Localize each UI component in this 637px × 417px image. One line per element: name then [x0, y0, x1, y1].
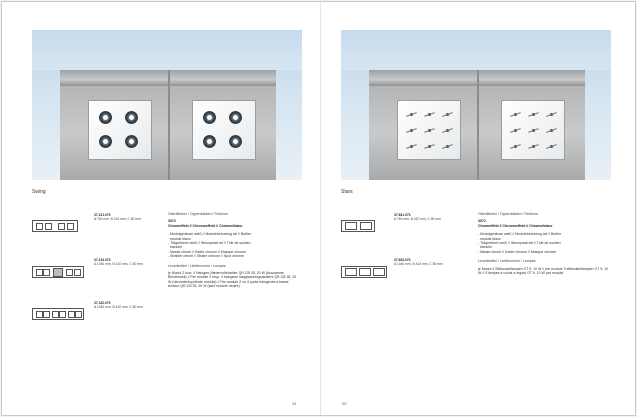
pin-lamp — [550, 113, 553, 116]
pin-lamp — [550, 145, 553, 148]
lamp-cell — [36, 311, 43, 318]
module-seam — [477, 70, 479, 180]
section-title: Swing — [32, 189, 46, 195]
feature-list — [168, 232, 298, 258]
product-code: 37.131.073 — [94, 213, 111, 217]
lamp-cell — [75, 311, 82, 318]
halogen-lamp — [125, 135, 138, 148]
product-code: 37.631.073 — [394, 213, 411, 217]
blind-module — [53, 268, 63, 277]
pin-lamp — [410, 145, 413, 148]
pin-panel-left — [397, 100, 461, 160]
surface-label: Oberflächen / Oppervlakken / Finitions: — [478, 212, 539, 216]
pin-lamp — [532, 113, 535, 116]
module-diagram — [341, 266, 387, 278]
halogen-lamp — [125, 111, 138, 124]
lamp-cell — [67, 223, 74, 230]
catalog-spread — [1, 1, 636, 416]
halogen-lamp — [203, 135, 216, 148]
product-photo-stars — [341, 30, 611, 180]
feature-item: - Maske chrom // Kader chroom // Masque chrome — [168, 249, 246, 254]
halogen-lamp — [203, 111, 216, 124]
lamp-cell — [36, 269, 43, 276]
pin-lamp — [446, 129, 449, 132]
spine-divider — [320, 2, 321, 415]
feature-item: blanche — [478, 245, 493, 250]
surface-value: Chromeffekt // Chroomeffekt // Chrome/blanc — [168, 223, 243, 228]
pin-lamp — [446, 113, 449, 116]
section-title: Stars — [341, 189, 353, 195]
lamp-cell — [45, 223, 52, 230]
pin-lamp — [532, 129, 535, 132]
lamp-label: Leuchtmittel / Lichtbronnen / Lampes: — [478, 259, 537, 264]
ceiling — [341, 30, 611, 70]
pin-lamp — [532, 145, 535, 148]
product-dims: A 1040 mm, B 410 mm, C 80 mm — [394, 262, 443, 266]
feature-list — [478, 232, 608, 254]
page-number: 34 — [292, 401, 297, 406]
lamp-label: Leuchtmittel / Lichtbronnen / Lampes: — [168, 263, 227, 268]
halogen-lamp — [229, 111, 242, 124]
lamp-text: je Modul 9 Stiftsockellampen GT 9, 10 W // per module 9 stiftsokkellampen GT 9, 10 W // 9 lampes à culots à ergots GT 9, 10 W par module — [478, 266, 609, 276]
module-diagram — [341, 220, 375, 232]
product-photo-swing — [32, 30, 302, 180]
spec-block — [168, 212, 298, 289]
pin-cell — [373, 268, 385, 276]
feature-item: blanche — [168, 245, 183, 250]
feature-item: - Trägerblech weiß // Steunplaat wit // Tôle de soutien — [168, 241, 251, 246]
module-diagram — [32, 220, 78, 232]
pin-cell — [360, 222, 372, 230]
product-code: 37.133.073 — [94, 258, 111, 262]
surface-value: Chromeffekt // Chroomeffekt // Chrome/blanc — [478, 223, 553, 228]
pin-lamp — [514, 145, 517, 148]
lamp-cell — [52, 311, 59, 318]
product-dims: A 1040 mm, B 410 mm, C 80 mm — [94, 262, 143, 266]
feature-item: - Strahler chrom // Straler chroom // Spot chrome — [168, 254, 244, 259]
product-dims: A 760 mm, B 410 mm, C 80 mm — [394, 217, 441, 221]
lamp-cell — [58, 223, 65, 230]
pin-lamp — [428, 113, 431, 116]
ceiling — [32, 30, 302, 70]
lamp-cell — [59, 311, 66, 318]
lamp-cell — [43, 311, 50, 318]
lamp-cell — [68, 311, 75, 318]
module-diagram — [32, 308, 84, 320]
product-dims: A 760 mm, B 410 mm, C 80 mm — [94, 217, 141, 221]
pin-panel-right — [501, 100, 565, 160]
surface-code: 3072 — [478, 219, 486, 224]
pin-cell — [345, 268, 357, 276]
halogen-lamp — [229, 135, 242, 148]
pin-lamp — [428, 129, 431, 132]
feature-item: - Trägerblech weiß // Steunplaat wit // Tôle de soutien — [478, 241, 561, 246]
lamp-cell — [66, 269, 73, 276]
spec-block — [478, 212, 608, 275]
pin-lamp — [428, 145, 431, 148]
halogen-lamp — [99, 111, 112, 124]
page-number: 35 — [342, 401, 347, 406]
feature-item: - Maske chrom // Kader chroom // Masque chrome — [478, 249, 556, 254]
product-code: 37.633.073 — [394, 258, 411, 262]
feature-item: module blanc — [168, 236, 191, 241]
halogen-lamp — [99, 135, 112, 148]
surface-code: 3072 — [168, 219, 176, 224]
pin-lamp — [514, 129, 517, 132]
pin-cell — [345, 222, 357, 230]
feature-item: - Modulgehäuse weiß // Modulebehuizing wit // Boîtier — [478, 232, 562, 237]
lamp-cell — [74, 269, 81, 276]
pin-cell — [359, 268, 371, 276]
lamp-text: je Modul 2 bzw. 4 Halogen-Niedervoltstrahler QR-CB 35, 20 W (Ausnahme Blindmodul) // Per module 2 resp. 4 halogeen laagspanningsstralers QR-CB 35, 20 W (uitzondering blinde module) // Par module 2 ou 4 spots halogènes à basse tension QR-CB 35, 20 W (sauf module neutre) — [168, 271, 297, 289]
product-dims: A 1040 mm, B 410 mm, C 80 mm — [94, 305, 143, 309]
pin-lamp — [550, 129, 553, 132]
surface-label: Oberflächen / Oppervlakken / Finitions: — [168, 212, 229, 216]
product-code: 37.132.073 — [94, 301, 111, 305]
pin-lamp — [410, 113, 413, 116]
feature-item: - Modulgehäuse weiß // Modulebehuizing wit // Boîtier — [168, 232, 252, 237]
module-seam — [168, 70, 170, 180]
pin-lamp — [446, 145, 449, 148]
pin-lamp — [410, 129, 413, 132]
module-diagram — [32, 266, 84, 278]
pin-lamp — [514, 113, 517, 116]
lamp-panel-left — [88, 100, 152, 160]
feature-item: module blanc — [478, 236, 501, 241]
lamp-cell — [36, 223, 43, 230]
lamp-cell — [43, 269, 50, 276]
lamp-panel-right — [192, 100, 256, 160]
